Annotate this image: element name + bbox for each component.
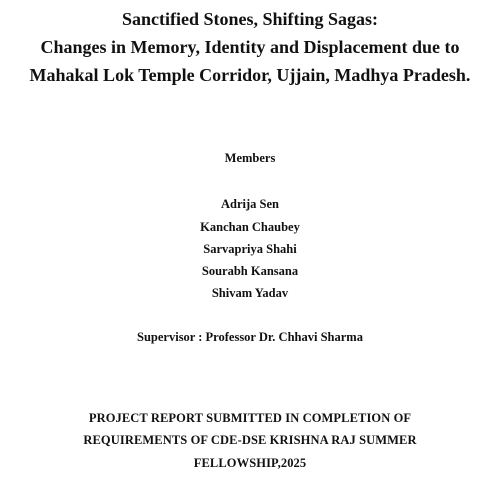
member-name: Sourabh Kansana [201,264,299,278]
member-name: Shivam Yadav [211,286,289,300]
title-line-3: Mahakal Lok Temple Corridor, Ujjain, Madhya Pradesh. [29,65,471,85]
supervisor-line: Supervisor : Professor Dr. Chhavi Sharma [137,330,363,344]
submission-line-3: FELLOWSHIP,2025 [193,456,307,470]
member-name: Kanchan Chaubey [200,220,300,234]
member-name: Sarvapriya Shahi [203,242,297,256]
member-name: Adrija Sen [221,197,279,211]
title-line-1: Sanctified Stones, Shifting Sagas: [121,9,379,29]
submission-line-1: PROJECT REPORT SUBMITTED IN COMPLETION OF [88,411,412,425]
members-heading: Members [224,151,276,165]
submission-line-2: REQUIREMENTS OF CDE-DSE KRISHNA RAJ SUMMER [83,433,417,447]
title-line-2: Changes in Memory, Identity and Displacement due to [40,37,460,57]
